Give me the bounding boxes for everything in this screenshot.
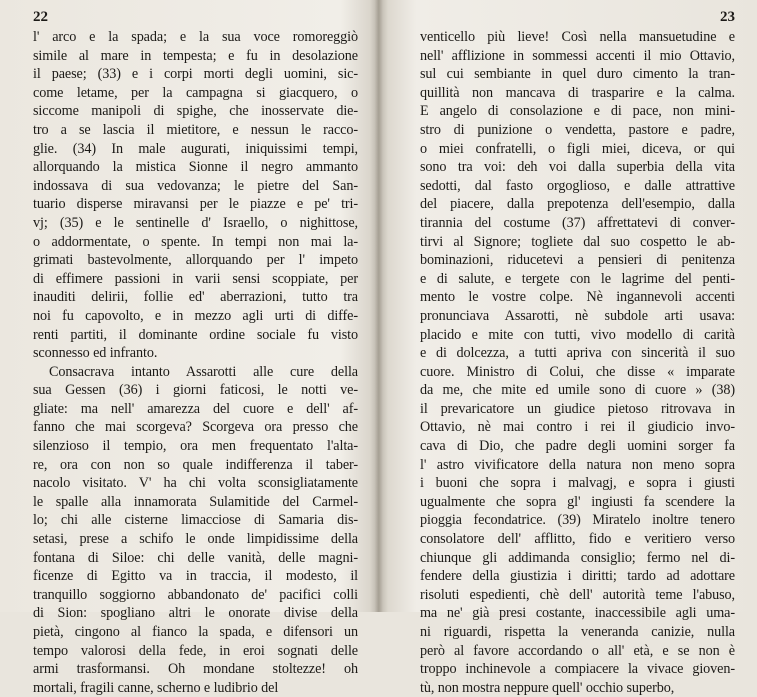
text-line: renti partiti, il dominante ordine sociale fu visto [33, 326, 358, 343]
text-line: fontana di Siloe: chi delle vanità, delle magni- [33, 549, 358, 566]
page-text [420, 28, 735, 697]
text-line: nell' afflizione in sommessi accenti il mio Ottavio, [420, 47, 735, 64]
text-line: troppo inchinevole a compiacere la vivace gioven- [420, 661, 735, 678]
text-line: inauditi delirii, follie ed' aberrazioni, tutto tra [33, 289, 358, 306]
text-line: consolatore dell' afflitto, fido e veritiero verso [420, 531, 735, 548]
text-line: re, ora con non so quale indifferenza il taber- [33, 456, 358, 473]
text-line: tù, non mostra neppure quell' occhio superbo, [420, 679, 675, 696]
page-text [33, 28, 358, 697]
text-line: l' arco e la spada; e la sua voce romoreggiò [33, 29, 358, 45]
page-number: 23 [720, 9, 735, 25]
text-line: gliate: ma nell' amarezza del cuore e dell' af- [33, 400, 358, 417]
text-line: i buoni che sopra i malvagj, e sopra i giusti [420, 475, 735, 492]
text-line: setasi, prese a schifo le onde limpidissime della [33, 531, 358, 548]
text-line: di Sion: spogliano altri le onorate divise della [33, 605, 358, 622]
text-line: armi trasformansi. Oh mondane stoltezze! oh [33, 661, 358, 678]
text-line: Consacrava intanto Assarotti alle cure della [49, 363, 358, 380]
text-line: quillità non mancava di trasparire e la calma. [420, 84, 735, 101]
text-line: Ottavio, nè mai contro i rei il giudicio invo- [420, 419, 735, 436]
text-line: le spalle alla innamorata Sulamitide del Carmel- [33, 493, 358, 510]
text-line: venticello più lieve! Così nella mansuetudine e [420, 29, 735, 45]
text-line: e di salute, e tergete con le lagrime del penti- [420, 270, 735, 287]
text-line: cuore. Ministro di Colui, che disse « imparate [420, 363, 735, 380]
text-line: o addormentate, o spente. In tempi non mai la- [33, 233, 358, 250]
text-line: allorquando la mistica Sionne il negro ammanto [33, 159, 358, 176]
right-page [378, 0, 757, 696]
text-line: chiunque gli addimanda consiglio; fermo nel di- [420, 549, 735, 566]
text-line: silenzioso il tempio, ora men frequentato l'alta- [33, 438, 358, 455]
text-line: glie. (34) In male augurati, iniquissimi tempi, [33, 140, 358, 157]
text-line: lo; chi alle cisterne limacciose di Samaria dis- [33, 512, 358, 529]
text-line: placido e mite con tutti, vivo modello di carità [420, 326, 735, 343]
text-line: l' astro vivificatore della natura non meno sopra [420, 456, 735, 473]
text-line: del piacere, dalla prepotenza dell'esempio, dalla [420, 196, 735, 213]
text-line: bominazioni, riducetevi a pensieri di penitenza [420, 252, 735, 269]
text-line: tranquillo soggiorno abbandonato de' pacifici colli [33, 586, 358, 603]
text-line: risoluti espedienti, chè dell' autorità teme l'abuso, [420, 586, 735, 603]
text-line: come letame, per la campagna si giacquero, o [33, 84, 358, 101]
text-line: pioggia fecondatrice. (39) Miratelo inoltre tenero [420, 512, 735, 529]
text-line: mento le vostre colpe. Nè ingannevoli accenti [420, 289, 735, 306]
text-line: tirannia del costume (37) affrettatevi di conver- [420, 214, 735, 231]
text-line: grimati bastevolmente, allorquando per l' impeto [33, 252, 358, 269]
left-page [0, 0, 378, 696]
text-line: tro a se lascia il mietitore, e nessun le racco- [33, 121, 358, 138]
text-line: ugualmente che sopra gl' ingiusti fa scendere la [420, 493, 735, 510]
page-number: 22 [33, 9, 48, 25]
text-line: pronunciava Assarotti, nè subdole arti usava: [420, 307, 735, 324]
text-line: sua Gessen (36) i giorni faticosi, le notti ve- [33, 382, 358, 399]
text-line: nacolo visitato. V' ha chi volta sconsigliatamente [33, 475, 358, 492]
text-line: cava di Dio, che padre degli uomini sorger fa [420, 438, 735, 455]
text-line: ni riguardi, rispetta la veneranda canizie, nulla [420, 624, 735, 640]
text-line: tuario disperse miravansi per le piazze e pe' tri- [33, 196, 358, 213]
text-line: ma ne' già presi costante, inaccessibile agli uma- [420, 605, 735, 622]
text-line: il paese; (33) e i corpi morti degli uomini, sic- [33, 66, 358, 83]
text-line: fendere della giustizia i diritti; tardo ad adottare [420, 568, 735, 585]
text-line: da me, che mite ed umile sono di cuore » (38) [420, 382, 735, 399]
text-line: stro di punizione o vendetta, pastore e padre, [420, 121, 735, 138]
text-line: noi fu capovolto, e in mezzo agli urti di diffe- [33, 307, 358, 324]
text-line: sul cui sembiante in quel duro cimento la tran- [420, 66, 735, 83]
text-line: E angelo di consolazione e di pace, non mini- [420, 103, 735, 120]
text-line: il prevaricatore un giudice pietoso ritrovava in [420, 400, 735, 417]
text-line: siccome manipoli di spighe, che inosservate die- [33, 103, 358, 120]
text-line: mortali, fragili canne, scherno e ludibrio del [33, 679, 279, 696]
text-line: però al favore accordando o all' età, e se non è [420, 642, 735, 659]
text-line: tirvi al Signore; togliete dal suo cospetto le ab- [420, 233, 735, 250]
text-line: sconnesso ed infranto. [33, 345, 158, 362]
text-line: fanno che mai scorgeva? Scorgeva ora presso che [33, 419, 358, 436]
text-line: ficenze di Egitto va in traccia, il modesto, il [33, 568, 358, 585]
text-line: sono tra voi: deh voi dalla superbia della vita [420, 159, 735, 176]
text-line: sedotti, dal fasto orgoglioso, e dalle attrattive [420, 177, 735, 194]
text-line: e di dolcezza, a tutti apriva con sincerità il suo [420, 345, 735, 362]
text-line: vj; (35) e le sentinelle d' Israello, o nighittose, [33, 214, 358, 231]
text-line: tempo valorosi della fede, in eroi sognati delle [33, 642, 358, 659]
text-line: o miei confratelli, o figli miei, diceva, or qui [420, 140, 735, 157]
text-line: pietà, cingono al fianco la spada, e difensori un [33, 624, 358, 640]
text-line: indossava di sua vedovanza; le pietre del San- [33, 177, 358, 194]
text-line: simile al mare in tempesta; e fu in desolazione [33, 47, 358, 64]
text-line: di effimere passioni in varii sensi scoppiate, per [33, 270, 358, 287]
